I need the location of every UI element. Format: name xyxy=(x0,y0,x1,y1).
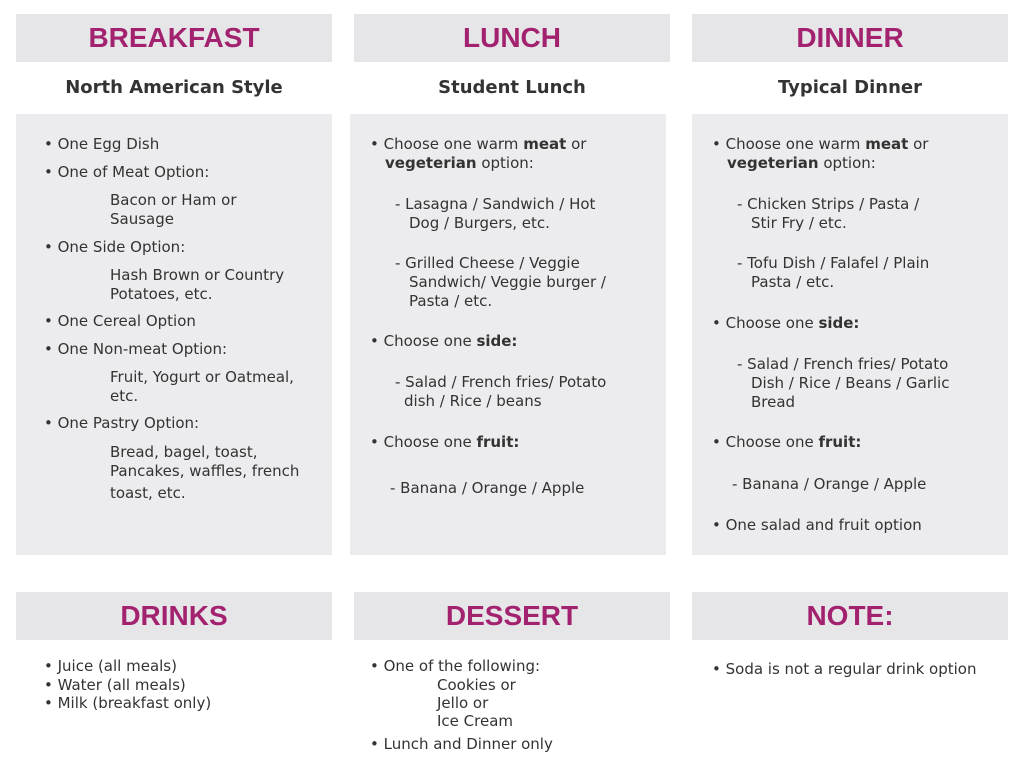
breakfast-title: BREAKFAST xyxy=(88,22,260,53)
text: • Choose one xyxy=(370,433,477,451)
list-item: toast, etc. xyxy=(110,484,186,502)
text-bold: vegeterian xyxy=(727,154,819,172)
text: • Choose one xyxy=(712,314,819,332)
list-item: etc. xyxy=(110,387,139,405)
list-item: • One salad and fruit option xyxy=(712,516,922,534)
list-item: Fruit, Yogurt or Oatmeal, xyxy=(110,368,294,386)
text-bold: side: xyxy=(476,332,518,350)
breakfast-header xyxy=(16,14,332,62)
list-item: Sandwich/ Veggie burger / xyxy=(409,273,606,291)
breakfast-subtitle: North American Style xyxy=(65,77,283,98)
list-item: Dish / Rice / Beans / Garlic xyxy=(751,374,950,392)
list-item: Ice Cream xyxy=(437,712,514,730)
text-bold: meat xyxy=(865,135,909,153)
dinner-title: DINNER xyxy=(796,22,904,53)
dinner-fruit-line xyxy=(712,433,861,452)
list-item: Pasta / etc. xyxy=(751,273,835,291)
list-item: - Lasagna / Sandwich / Hot xyxy=(395,195,596,213)
list-item: - Grilled Cheese / Veggie xyxy=(395,254,580,272)
lunch-warm-line xyxy=(370,135,586,154)
text: • Choose one warm xyxy=(370,135,524,153)
list-item: Hash Brown or Country xyxy=(110,266,285,284)
list-item: • Water (all meals) xyxy=(44,676,186,694)
dessert-title: DESSERT xyxy=(445,600,579,631)
text: • Choose one xyxy=(712,433,819,451)
dinner-veg-line xyxy=(727,154,876,173)
dinner-subtitle: Typical Dinner xyxy=(777,77,922,98)
list-item: Pancakes, waffles, french xyxy=(110,462,300,480)
list-item: Bread, bagel, toast, xyxy=(110,443,258,461)
list-item: - Chicken Strips / Pasta / xyxy=(737,195,920,213)
list-item: • One Non-meat Option: xyxy=(44,340,228,358)
list-item: • Juice (all meals) xyxy=(44,657,177,675)
text: • Choose one warm xyxy=(712,135,866,153)
lunch-veg-line xyxy=(385,154,534,173)
lunch-title: LUNCH xyxy=(463,22,561,53)
note-header xyxy=(692,592,1008,640)
lunch-fruit-line xyxy=(370,433,519,452)
list-item: Pasta / etc. xyxy=(409,292,493,310)
list-item: Stir Fry / etc. xyxy=(751,214,847,232)
dinner-header xyxy=(692,14,1008,62)
list-item: - Salad / French fries/ Potato xyxy=(737,355,949,373)
list-item: • One Side Option: xyxy=(44,238,186,256)
list-item: - Salad / French fries/ Potato xyxy=(395,373,607,391)
list-item: • One Pastry Option: xyxy=(44,414,200,432)
dinner-side-line xyxy=(712,314,859,333)
list-item: Jello or xyxy=(437,694,489,712)
text: option: xyxy=(818,154,876,172)
text: • Choose one xyxy=(370,332,477,350)
text-bold: fruit: xyxy=(818,433,862,451)
list-item: - Tofu Dish / Falafel / Plain xyxy=(737,254,930,272)
text: option: xyxy=(476,154,534,172)
lunch-header xyxy=(354,14,670,62)
text-bold: meat xyxy=(523,135,567,153)
list-item: • Milk (breakfast only) xyxy=(44,694,212,712)
list-item: Potatoes, etc. xyxy=(110,285,213,303)
note-text: • Soda is not a regular drink option xyxy=(712,660,977,678)
lunch-side-line xyxy=(370,332,517,351)
dessert-header xyxy=(354,592,670,640)
dinner-warm-line xyxy=(712,135,928,154)
list-item: Sausage xyxy=(110,210,174,228)
text-bold: fruit: xyxy=(476,433,520,451)
list-item: Bread xyxy=(751,393,796,411)
list-item: • One of Meat Option: xyxy=(44,163,210,181)
list-item: - Banana / Orange / Apple xyxy=(732,475,927,493)
note-title: NOTE: xyxy=(806,600,894,631)
list-item: Dog / Burgers, etc. xyxy=(409,214,550,232)
lunch-subtitle: Student Lunch xyxy=(438,77,586,98)
list-item: • Lunch and Dinner only xyxy=(370,735,553,753)
drinks-title: DRINKS xyxy=(120,600,228,631)
list-item: - Banana / Orange / Apple xyxy=(390,479,585,497)
list-item: Cookies or xyxy=(437,676,516,694)
text-bold: vegeterian xyxy=(385,154,477,172)
list-item: • One of the following: xyxy=(370,657,541,675)
list-item: Bacon or Ham or xyxy=(110,191,237,209)
text: or xyxy=(566,135,587,153)
list-item: • One Cereal Option xyxy=(44,312,196,330)
list-item: • One Egg Dish xyxy=(44,135,160,153)
drinks-header xyxy=(16,592,332,640)
text-bold: side: xyxy=(818,314,860,332)
list-item: dish / Rice / beans xyxy=(404,392,542,410)
text: or xyxy=(908,135,929,153)
